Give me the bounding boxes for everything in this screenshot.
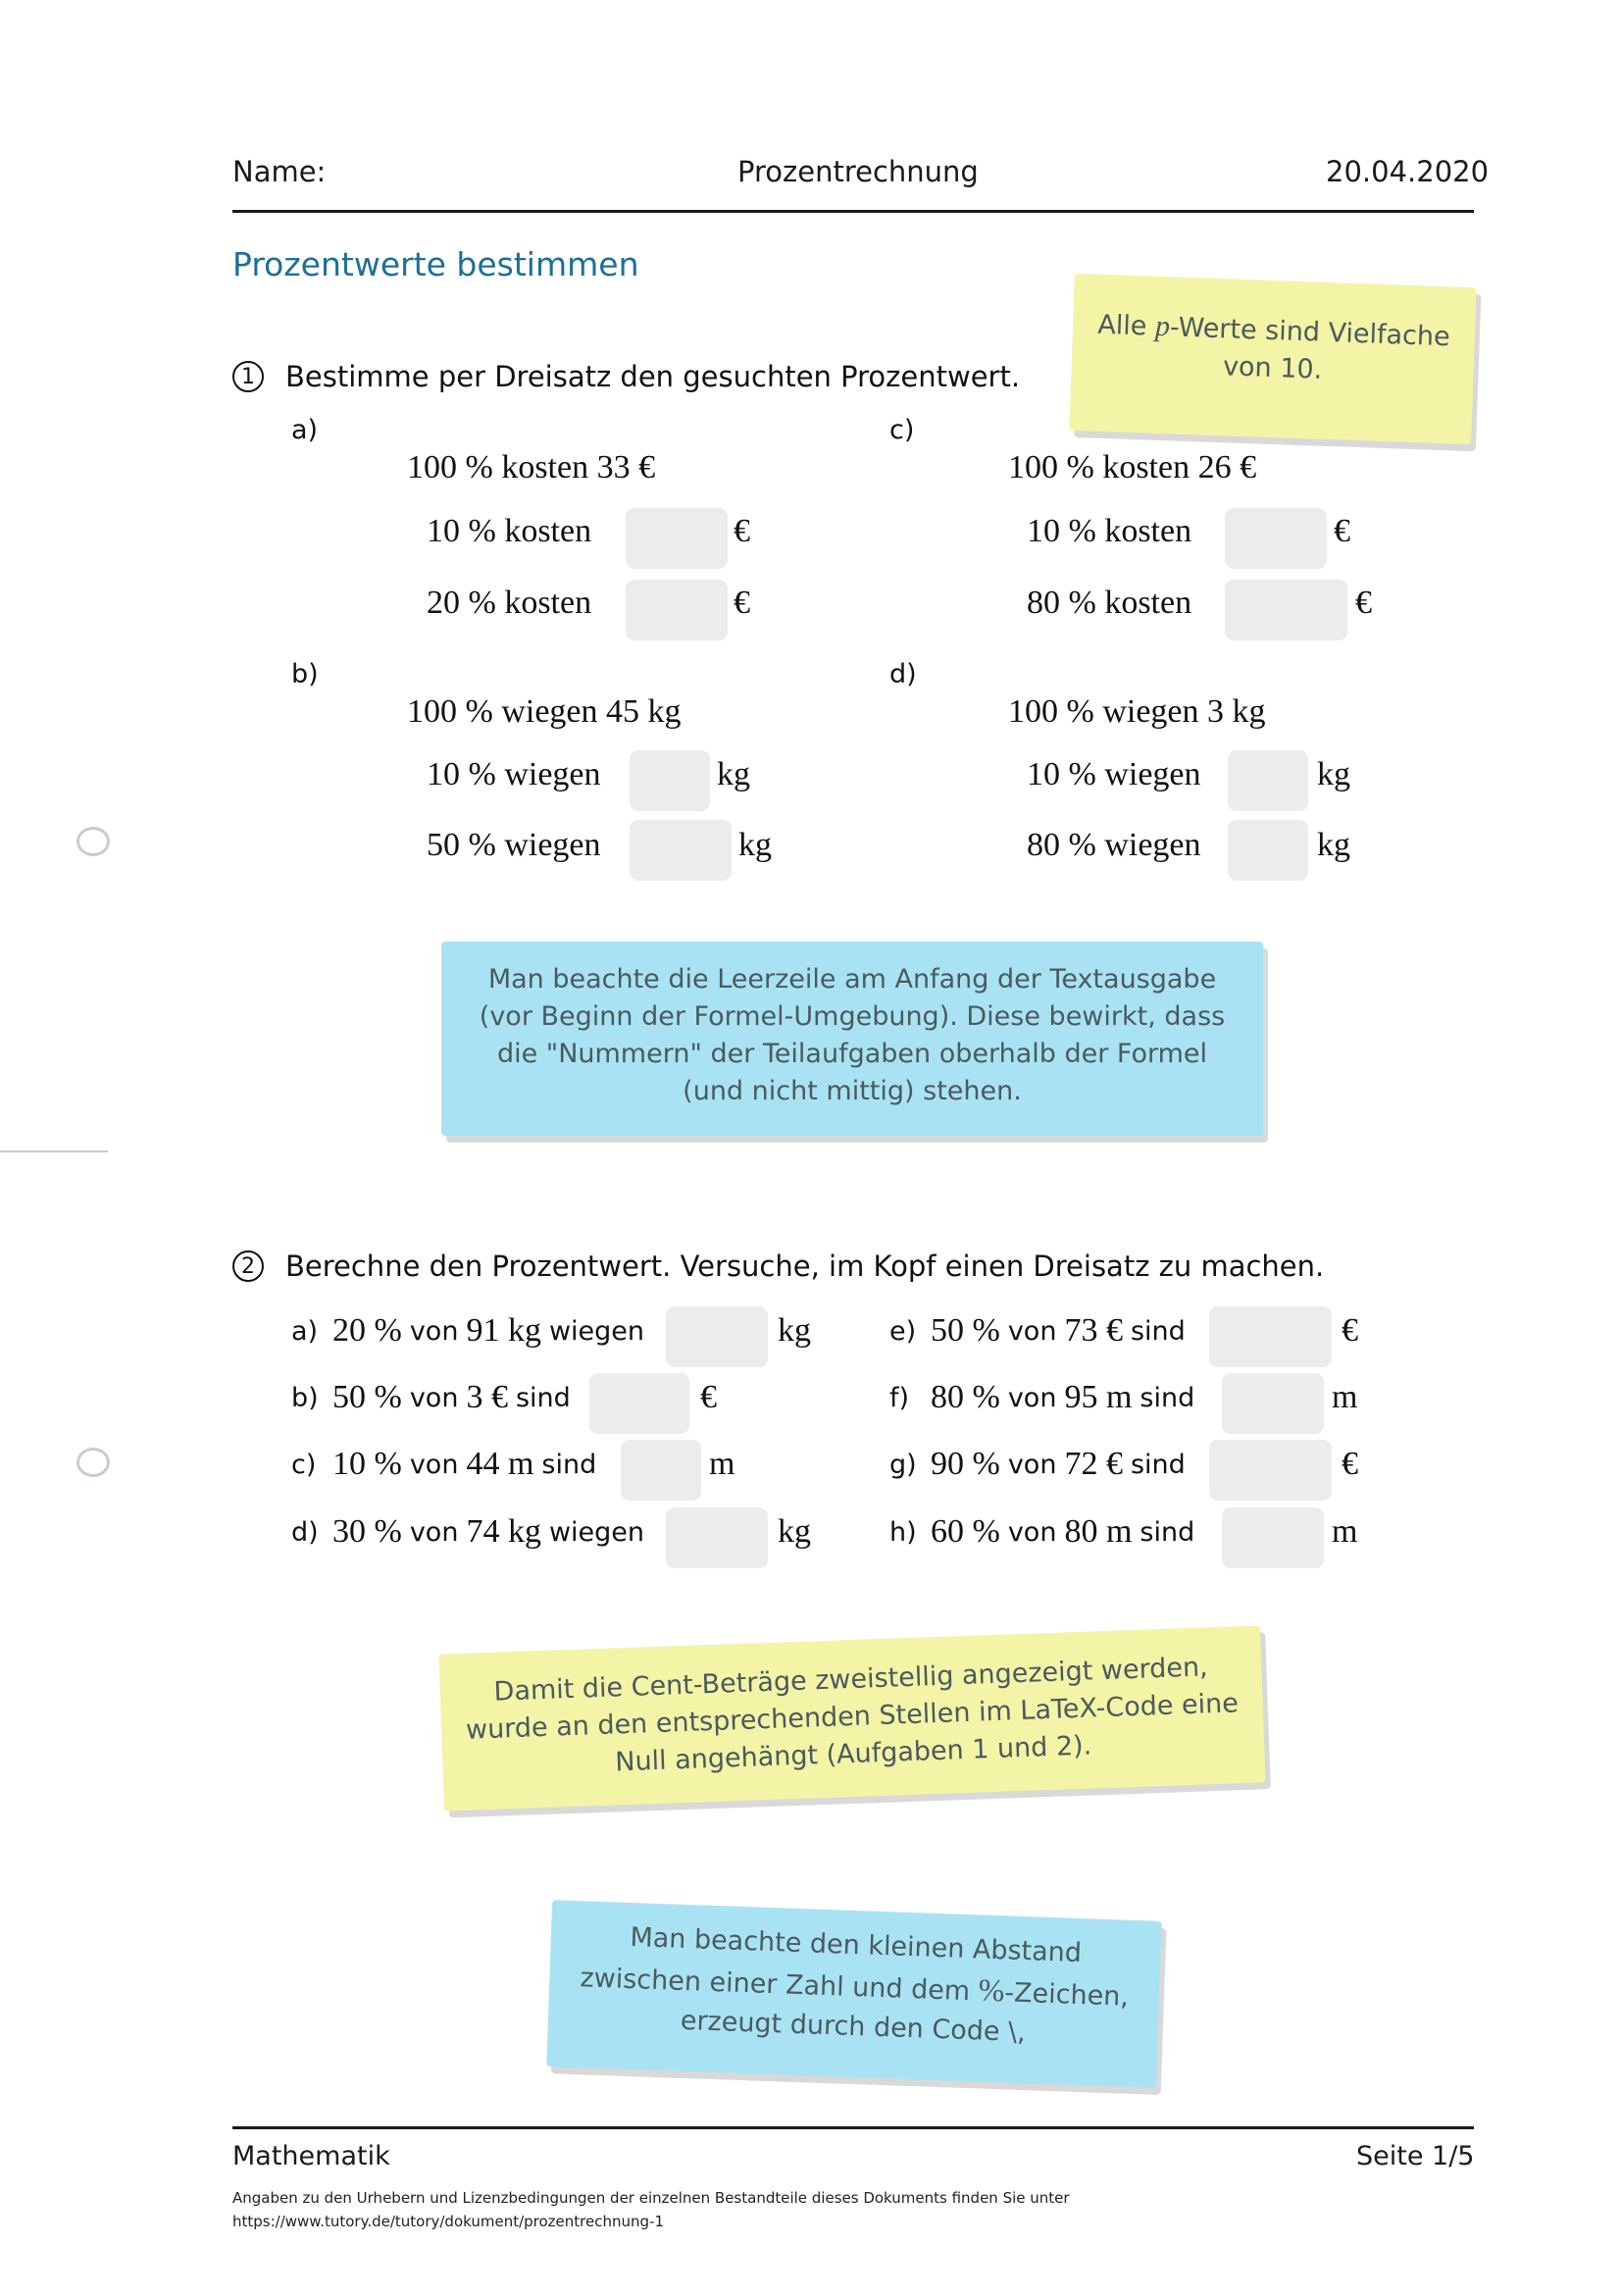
item-text: von	[409, 1516, 459, 1548]
item-base: 91 kg	[466, 1312, 541, 1349]
item-label: b)	[291, 1382, 319, 1413]
item-label: a)	[291, 1315, 319, 1347]
unit-label: kg	[717, 756, 750, 792]
note-text: Man beachte den kleinen Abstand	[629, 1921, 1083, 1969]
unit-label: kg	[1317, 827, 1350, 863]
note-text: zwischen einer Zahl und dem	[579, 1963, 980, 2008]
unit-label: €	[734, 513, 750, 549]
row-text: 10 % kosten	[427, 513, 592, 549]
item-label: e)	[889, 1315, 917, 1347]
footer-page-number: Seite 1/5	[1356, 2141, 1475, 2171]
row-text: 50 % wiegen	[427, 827, 601, 863]
item-text: sind	[1140, 1516, 1195, 1548]
item-base: 73 €	[1064, 1312, 1123, 1349]
item-text: von	[1007, 1315, 1057, 1347]
unit-label: m	[709, 1446, 735, 1482]
exercise-item	[889, 1446, 1193, 1483]
item-label: h)	[889, 1516, 917, 1548]
task-text: Berechne den Prozentwert. Versuche, im Kopf einen Dreisatz zu machen.	[285, 1250, 1325, 1283]
answer-box[interactable]	[626, 508, 728, 569]
unit-label: €	[1342, 1446, 1358, 1482]
item-label: c)	[291, 1449, 317, 1480]
exercise-item	[889, 1312, 1193, 1350]
punch-hole-mark	[76, 827, 110, 856]
name-label: Name:	[232, 155, 327, 188]
exercise-item	[291, 1379, 579, 1416]
note-text: -Zeichen,	[1003, 1977, 1130, 2013]
footer-license-text: Angaben zu den Urhebern und Lizenzbedingungen der einzelnen Bestandteile dieses Dokuments finden Sie unter	[232, 2189, 1070, 2207]
unit-label: kg	[778, 1312, 811, 1349]
exercise-item	[889, 1379, 1202, 1416]
task-text: Bestimme per Dreisatz den gesuchten Prozentwert.	[285, 360, 1021, 393]
task-number-badge: 1	[232, 361, 264, 392]
note-variable: p	[1154, 309, 1171, 343]
exercise-item	[291, 1312, 652, 1350]
answer-box[interactable]	[589, 1373, 689, 1434]
item-text: von	[1007, 1516, 1057, 1548]
item-text: von	[1007, 1449, 1057, 1480]
item-base: 3 €	[466, 1379, 508, 1415]
item-base: 95 m	[1064, 1379, 1133, 1415]
note-text: erzeugt durch den Code \,	[680, 2005, 1027, 2049]
given-statement: 100 % wiegen 45 kg	[407, 693, 682, 730]
unit-label: kg	[738, 827, 772, 863]
answer-box[interactable]	[1222, 1373, 1324, 1434]
answer-box[interactable]	[1225, 508, 1327, 569]
hint-note-cent-values: Damit die Cent-Beträge zweistellig angezeigt werden, wurde an den entsprechenden Stellen im LaTeX-Code eine Null angehängt (Aufgaben 1 und 2).	[438, 1625, 1265, 1811]
document-date: 20.04.2020	[1326, 155, 1490, 188]
answer-box[interactable]	[626, 580, 728, 640]
footer-rule	[232, 2126, 1474, 2129]
answer-box[interactable]	[666, 1507, 768, 1568]
task-2-instruction	[232, 1250, 1324, 1283]
note-text: Alle	[1096, 309, 1156, 342]
row-text: 20 % kosten	[427, 585, 592, 621]
answer-box[interactable]	[1228, 750, 1308, 811]
item-base: 44 m	[466, 1446, 534, 1482]
hint-note-p-values	[1069, 274, 1476, 444]
hint-note-spacing	[546, 1900, 1162, 2088]
item-text: wiegen	[548, 1516, 645, 1548]
item-base: 80 m	[1064, 1513, 1133, 1550]
unit-label: €	[1334, 513, 1350, 549]
answer-box[interactable]	[630, 750, 710, 811]
task-number-badge: 2	[232, 1250, 264, 1282]
unit-label: €	[700, 1379, 717, 1415]
unit-label: kg	[778, 1513, 811, 1550]
answer-box[interactable]	[1228, 820, 1308, 881]
fold-mark	[0, 1150, 108, 1152]
hint-note-blank-line: Man beachte die Leerzeile am Anfang der Textausgabe (vor Beginn der Formel-Umgebung). Diese bewirkt, dass die "Nummern" der Teilaufgaben oberhalb der Formel (und nicht mittig) stehen.	[441, 942, 1263, 1136]
unit-label: kg	[1317, 756, 1350, 792]
exercise-item	[291, 1513, 652, 1551]
exercise-item	[291, 1446, 604, 1483]
answer-box[interactable]	[666, 1306, 768, 1367]
item-text: sind	[1130, 1315, 1186, 1347]
item-base: 74 kg	[466, 1513, 541, 1550]
answer-box[interactable]	[1209, 1440, 1332, 1501]
item-percent: 50 %	[931, 1312, 1000, 1349]
item-text: sind	[541, 1449, 597, 1480]
item-text: sind	[1130, 1449, 1186, 1480]
footer-subject: Mathematik	[232, 2141, 390, 2171]
item-text: sind	[515, 1382, 571, 1413]
item-percent: 10 %	[332, 1446, 402, 1482]
item-text: sind	[1140, 1382, 1195, 1413]
item-text: wiegen	[548, 1315, 645, 1347]
row-text: 10 % wiegen	[1027, 756, 1201, 792]
header-rule	[232, 210, 1474, 213]
item-text: von	[409, 1449, 459, 1480]
section-title: Prozentwerte bestimmen	[232, 245, 639, 283]
row-text: 10 % kosten	[1027, 513, 1192, 549]
item-percent: 50 %	[332, 1379, 402, 1415]
item-text: von	[409, 1382, 459, 1413]
item-label: f)	[889, 1382, 910, 1413]
item-percent: 20 %	[332, 1312, 402, 1349]
unit-label: €	[734, 585, 750, 621]
row-text: 80 % kosten	[1027, 585, 1192, 621]
item-percent: 60 %	[931, 1513, 1000, 1550]
note-text: -Werte sind Vielfache von 10.	[1169, 312, 1451, 385]
row-text: 10 % wiegen	[427, 756, 601, 792]
given-statement: 100 % kosten 26 €	[1008, 449, 1257, 485]
row-text: 80 % wiegen	[1027, 827, 1201, 863]
given-statement: 100 % kosten 33 €	[407, 449, 656, 485]
item-percent: 80 %	[931, 1379, 1000, 1415]
part-label: a)	[291, 415, 319, 445]
document-title: Prozentrechnung	[737, 155, 979, 188]
item-base: 72 €	[1064, 1446, 1123, 1482]
item-text: von	[1007, 1382, 1057, 1413]
unit-label: €	[1342, 1312, 1358, 1349]
unit-label: m	[1332, 1379, 1358, 1415]
item-label: d)	[291, 1516, 319, 1548]
item-text: von	[409, 1315, 459, 1347]
answer-box[interactable]	[630, 820, 732, 881]
footer-url[interactable]: https://www.tutory.de/tutory/dokument/prozentrechnung-1	[232, 2213, 664, 2230]
given-statement: 100 % wiegen 3 kg	[1008, 693, 1266, 730]
part-label: b)	[291, 659, 319, 689]
unit-label: m	[1332, 1513, 1358, 1550]
item-percent: 30 %	[332, 1513, 402, 1550]
item-percent: 90 %	[931, 1446, 1000, 1482]
answer-box[interactable]	[1209, 1306, 1332, 1367]
punch-hole-mark	[76, 1448, 110, 1477]
exercise-item	[889, 1513, 1202, 1551]
percent-symbol: %	[978, 1971, 1006, 2009]
answer-box[interactable]	[1222, 1507, 1324, 1568]
part-label: d)	[889, 659, 917, 689]
part-label: c)	[889, 415, 915, 445]
unit-label: €	[1355, 585, 1372, 621]
task-1-instruction	[232, 360, 1020, 393]
answer-box[interactable]	[1225, 580, 1347, 640]
item-label: g)	[889, 1449, 917, 1480]
answer-box[interactable]	[621, 1440, 701, 1501]
